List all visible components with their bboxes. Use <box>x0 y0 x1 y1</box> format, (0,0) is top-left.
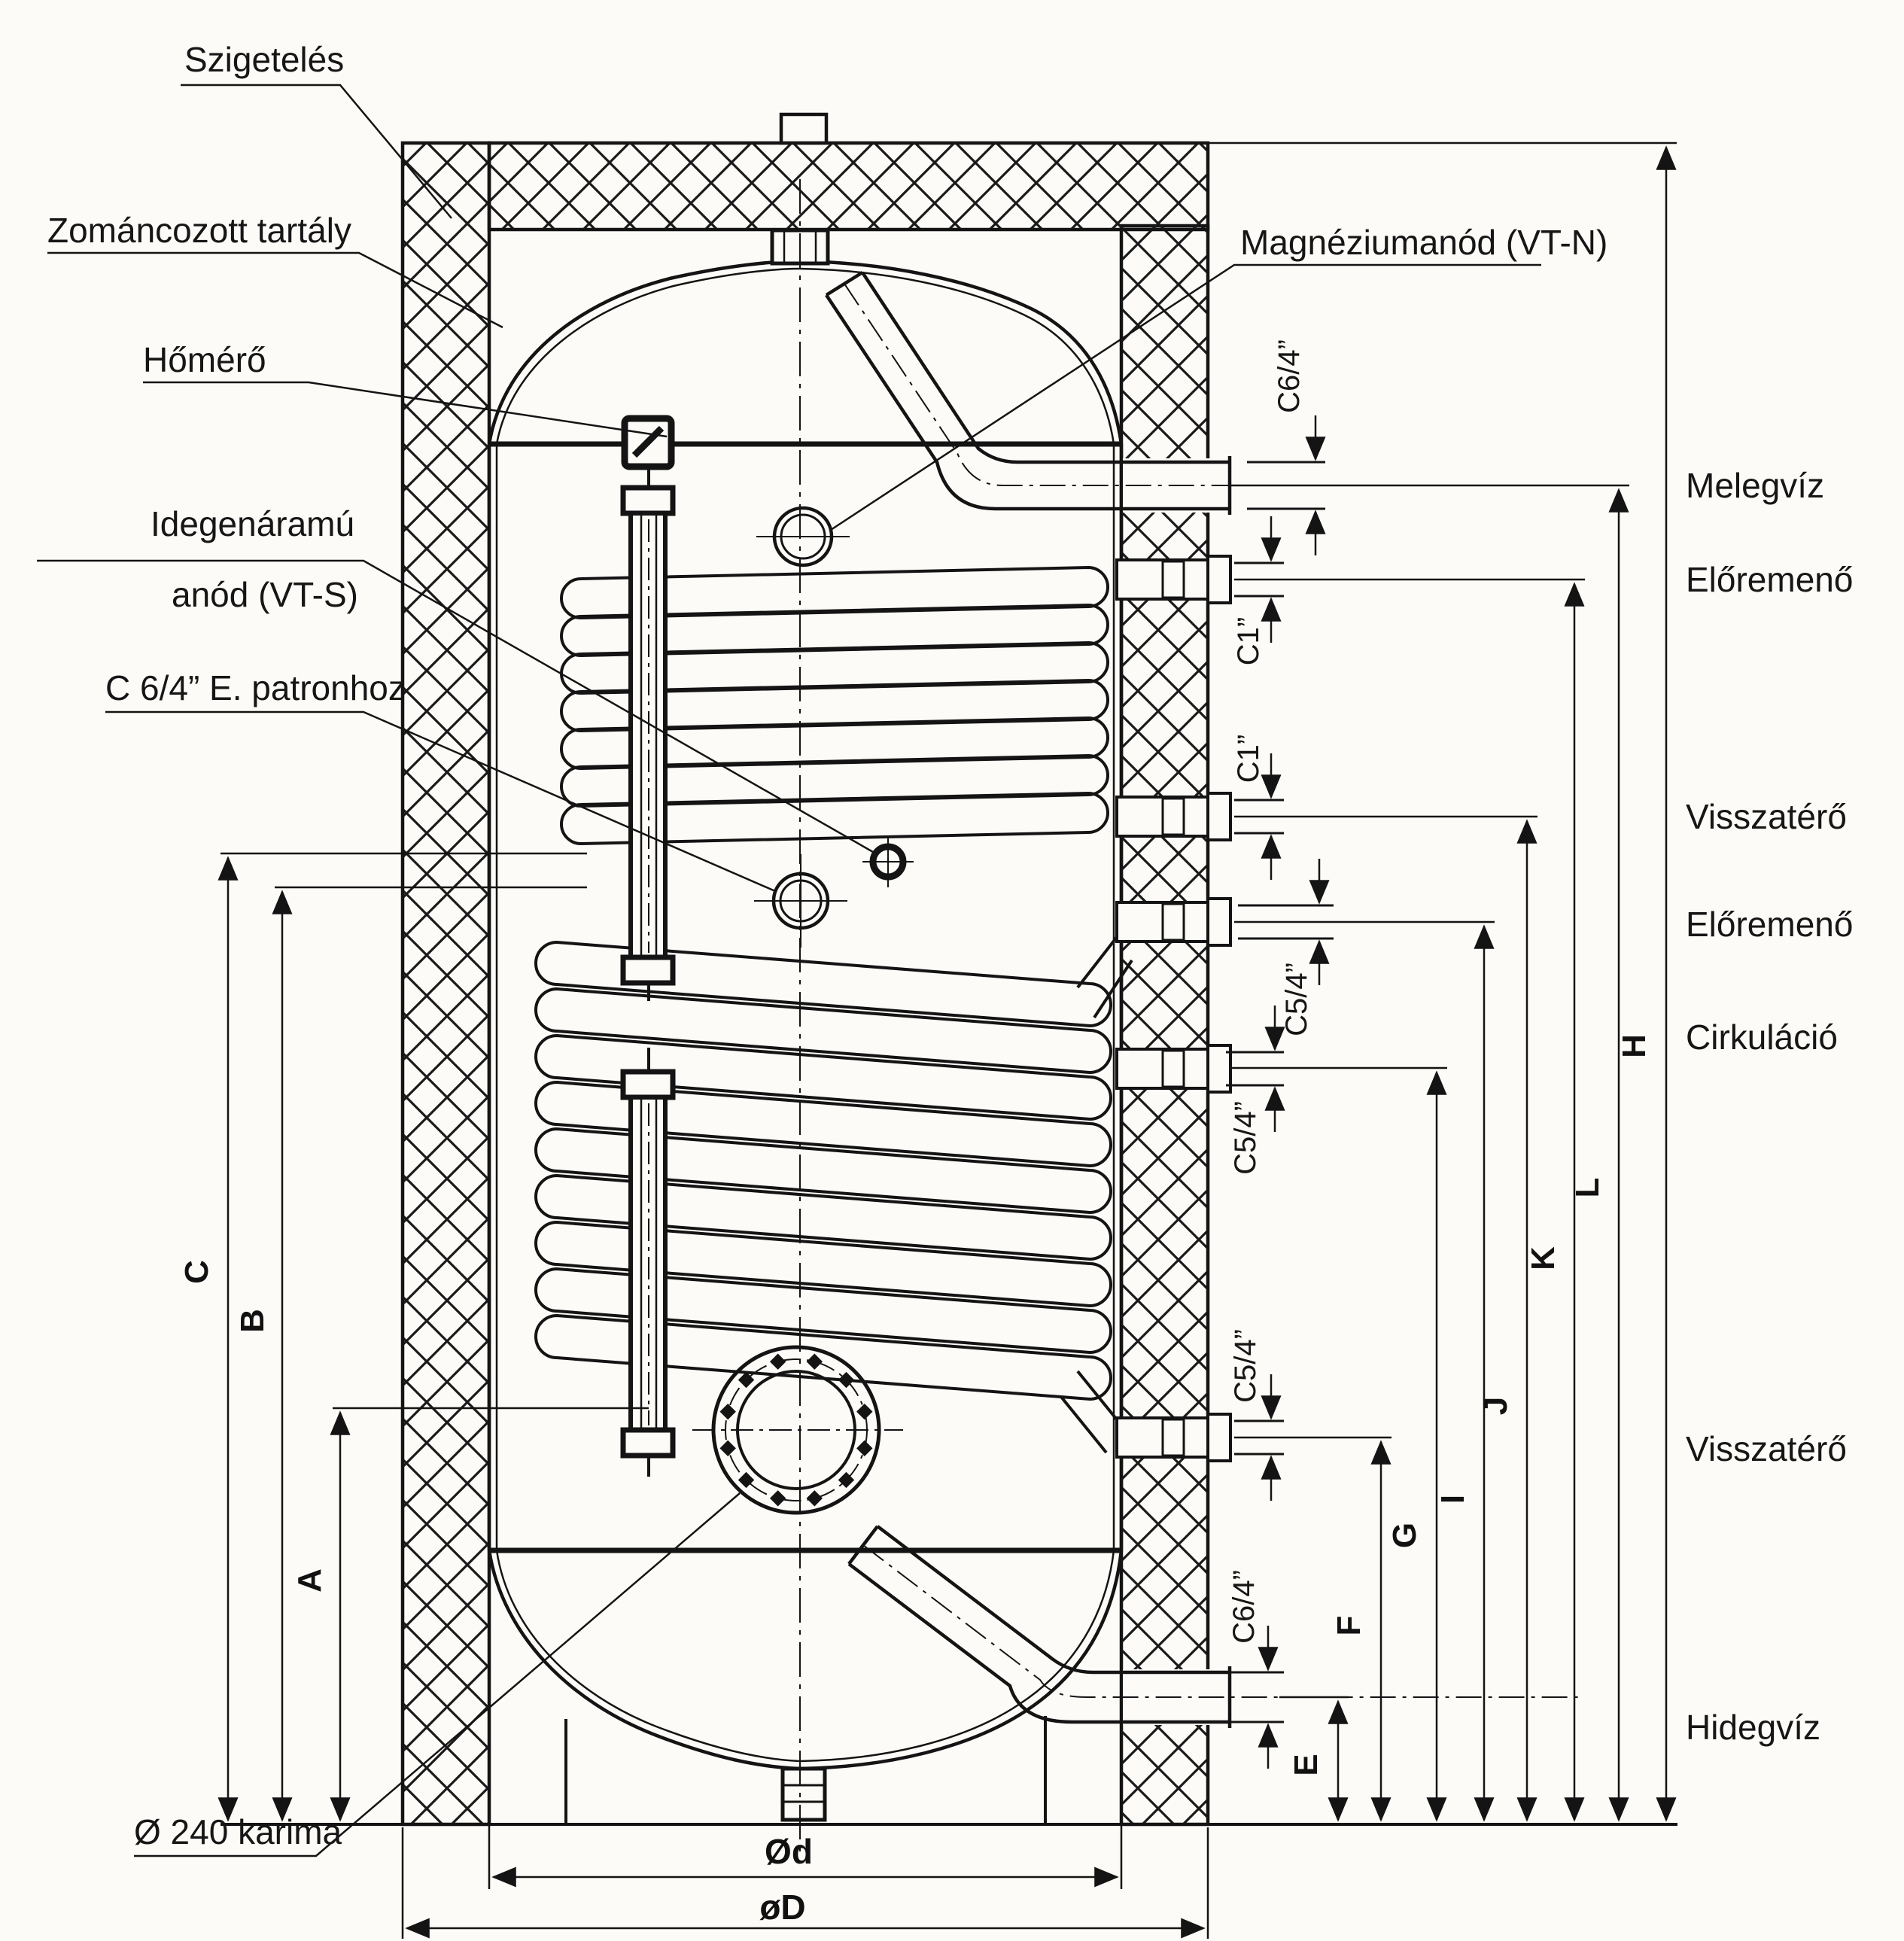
label-visszatero-1: Visszatérő <box>1686 797 1847 836</box>
flange-bolt <box>857 1441 872 1456</box>
label-hidegviz: Hidegvíz <box>1686 1708 1820 1747</box>
thermometer-well <box>625 418 671 467</box>
size-visszatero-2: C5/4” <box>1229 1329 1262 1403</box>
dim-outer-diameter: øD <box>759 1888 806 1927</box>
label-cartridge: C 6/4” E. patronhoz <box>105 668 406 707</box>
flange-bolt <box>720 1404 735 1419</box>
coupling-nut-visszatero-2 <box>1208 1414 1230 1461</box>
label-visszatero-2: Visszatérő <box>1686 1429 1847 1468</box>
dim-letter-C: C <box>178 1260 215 1284</box>
label-flange: Ø 240 karima <box>134 1812 342 1851</box>
flange-bolt <box>771 1354 786 1369</box>
label-thermometer: Hőmérő <box>143 340 266 379</box>
label-eloremeno-1: Előremenő <box>1686 560 1854 599</box>
coupling-nut-eloremeno-2 <box>1208 899 1230 945</box>
size-eloremeno-1: C1” <box>1232 616 1265 666</box>
mg-anode-pipe <box>826 272 1610 515</box>
dim-letter-F: F <box>1331 1615 1367 1636</box>
size-melegviz: C6/4” <box>1273 339 1306 413</box>
lower-coil-turn <box>536 1222 1111 1306</box>
lower-anode-rod <box>623 1048 673 1477</box>
lower-coil-turn <box>536 1269 1111 1352</box>
dim-inner-diameter: Ød <box>765 1832 813 1871</box>
lower-coil-turn <box>536 1129 1111 1212</box>
rod-cap-top <box>623 488 673 513</box>
coupling-nut-visszatero-1 <box>1208 793 1230 840</box>
tank-bottom-dome-inner <box>497 1550 1114 1761</box>
dim-letter-L: L <box>1569 1177 1606 1198</box>
dim-letter-E: E <box>1288 1754 1325 1776</box>
dim-letter-I: I <box>1434 1494 1471 1504</box>
tank-bottom-dome-outer <box>489 1550 1121 1769</box>
label-anode-1: Idegenáramú <box>151 504 355 543</box>
lower-coil-turn <box>536 1176 1111 1259</box>
dim-letter-J: J <box>1477 1396 1514 1416</box>
mg-pipe-centerline <box>844 284 1610 485</box>
lower-coil-turn <box>536 1316 1111 1399</box>
flange-bolt <box>807 1354 822 1369</box>
insulation-left-wall <box>403 143 489 1824</box>
flange-bolt <box>857 1404 872 1419</box>
flange-bolt <box>807 1491 822 1506</box>
size-eloremeno-2: C5/4” <box>1280 963 1313 1036</box>
label-cirkulacio: Cirkuláció <box>1686 1018 1838 1057</box>
dim-letter-H: H <box>1616 1034 1653 1058</box>
rod-cap-bottom <box>623 1430 673 1456</box>
label-mg-anode: Magnéziumanód (VT-N) <box>1240 223 1608 262</box>
flange-bolt <box>720 1441 735 1456</box>
size-hidegviz: C6/4” <box>1227 1570 1261 1644</box>
dim-letter-A: A <box>291 1568 328 1593</box>
size-visszatero-1: C1” <box>1232 734 1265 783</box>
label-insulation: Szigetelés <box>184 40 345 79</box>
insulation-top-cap <box>489 143 1208 230</box>
coupling-nut-eloremeno-1 <box>1208 556 1230 603</box>
top-insulation-bump <box>781 114 826 143</box>
texts <box>47 40 1853 1927</box>
rod-cap-top <box>623 1072 673 1097</box>
tank-shell <box>489 230 1121 1824</box>
tank-top-dome-inner <box>497 269 1114 444</box>
flange-bolt <box>771 1491 786 1506</box>
rod-cap-bottom <box>623 957 673 983</box>
electric-anode-rods <box>623 465 673 1477</box>
dim-letter-K: K <box>1525 1246 1562 1270</box>
size-cirkulacio: C5/4” <box>1229 1101 1262 1175</box>
label-tank: Zománcozott tartály <box>47 211 351 250</box>
label-eloremeno-2: Előremenő <box>1686 905 1854 944</box>
dim-letter-G: G <box>1386 1522 1423 1549</box>
tank-top-dome-outer <box>489 261 1121 444</box>
label-anode-2: anód (VT-S) <box>172 575 358 614</box>
label-melegviz: Melegvíz <box>1686 466 1825 505</box>
lower-coil-turn <box>536 989 1111 1072</box>
cold-water-pipe <box>849 1526 1580 1728</box>
drain-fitting <box>783 1769 825 1820</box>
lower-heating-coil <box>536 942 1111 1399</box>
dim-letter-B: B <box>234 1309 271 1333</box>
coil-connector <box>1061 1397 1106 1453</box>
